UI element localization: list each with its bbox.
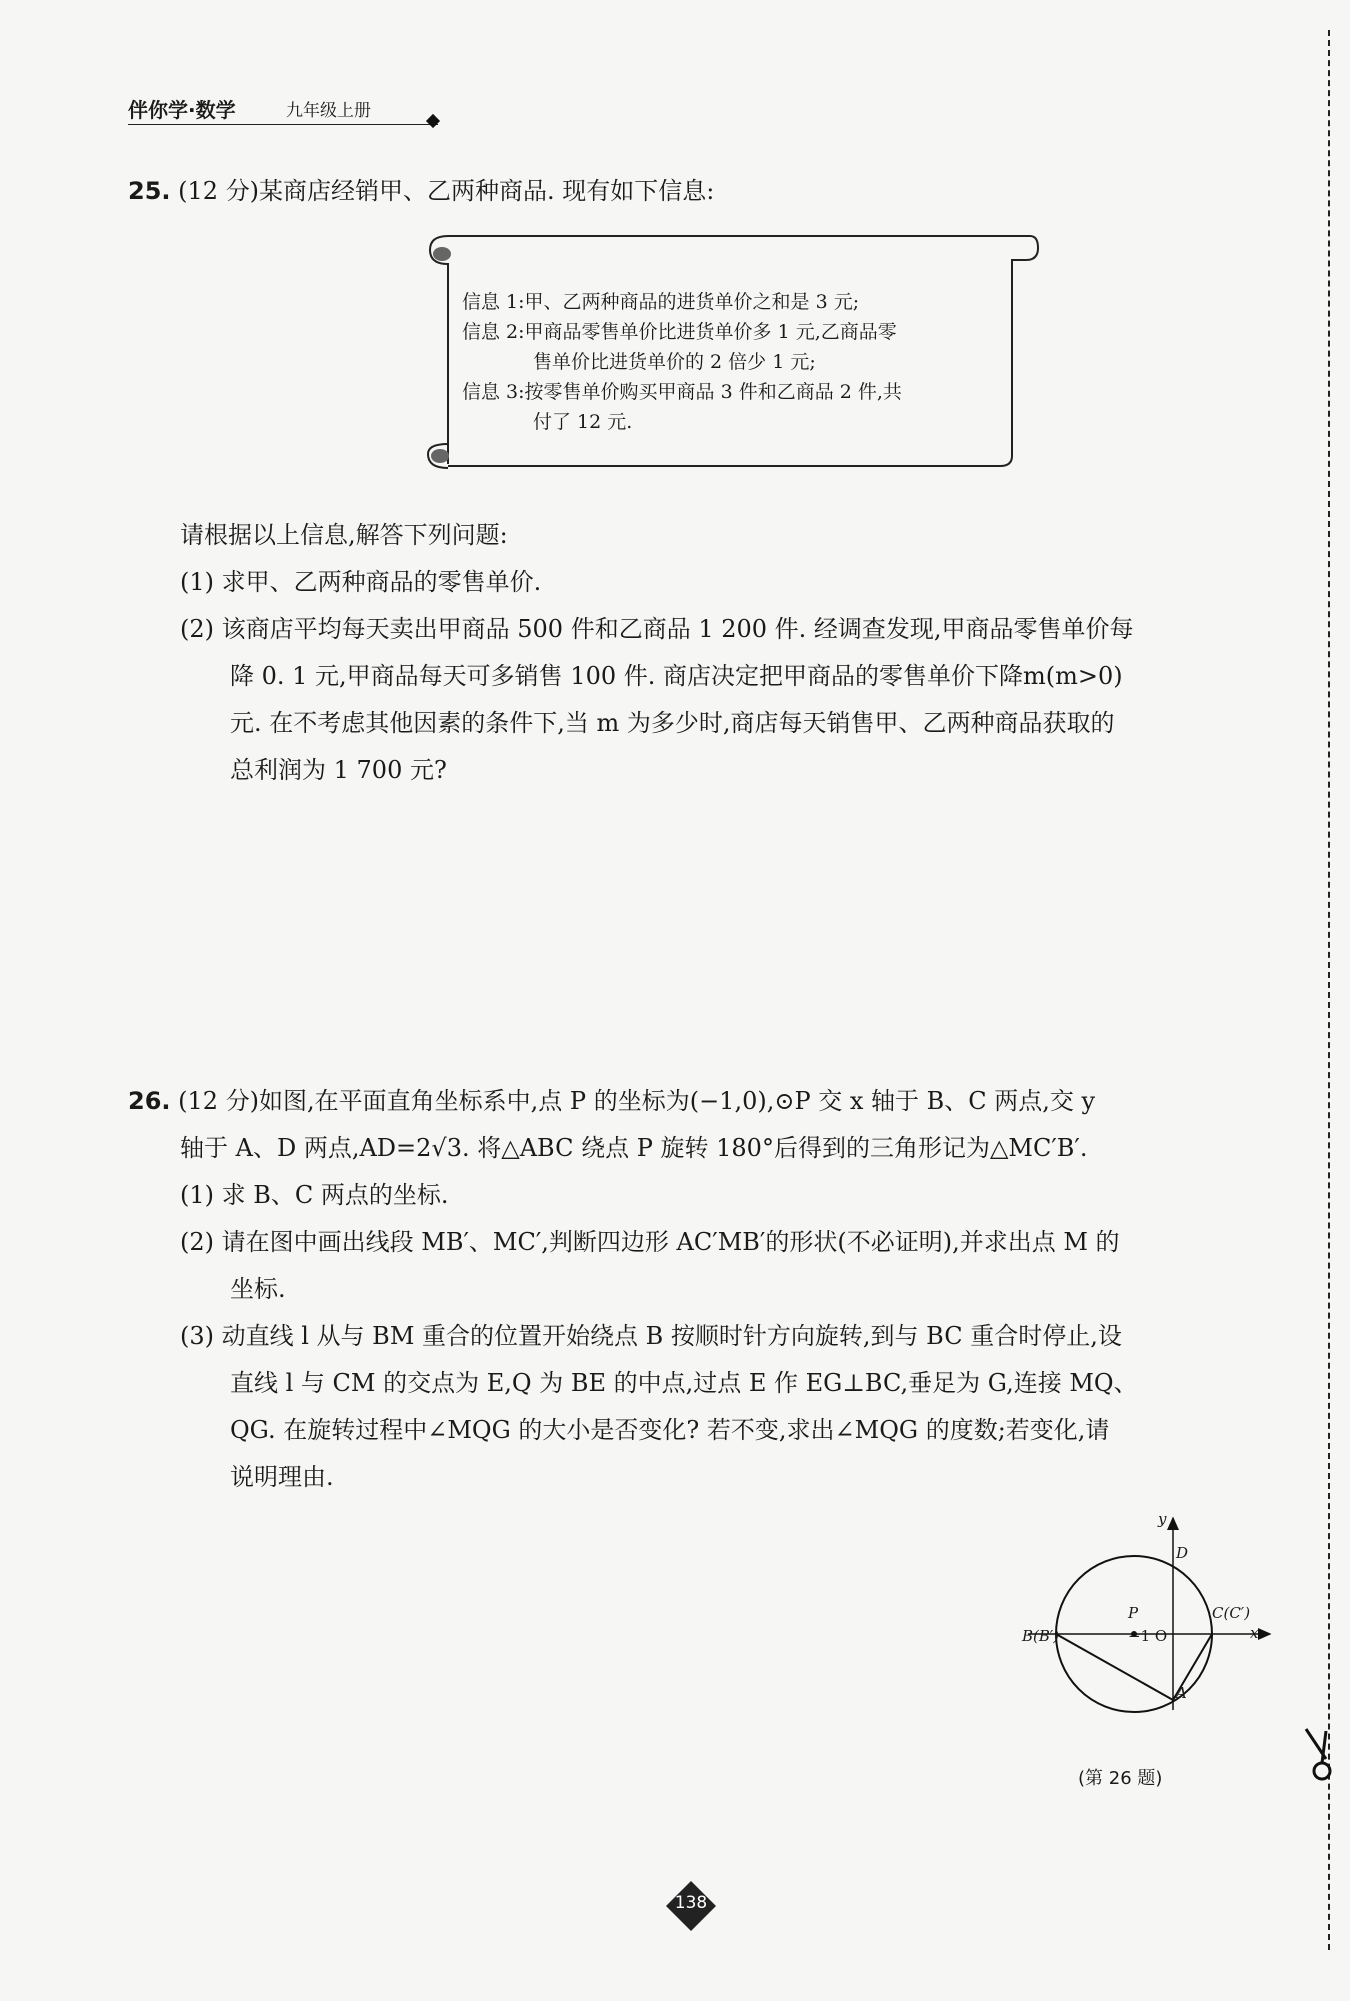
running-header xyxy=(128,96,438,125)
info-3-cont: 付了 12 元. xyxy=(533,411,633,433)
q26-part3-line3: QG. 在旋转过程中∠MQG 的大小是否变化? 若不变,求出∠MQG 的度数;若变化,请 xyxy=(230,1416,1110,1444)
q26-part1: (1) 求 B、C 两点的坐标. xyxy=(180,1181,449,1209)
cut-line xyxy=(1328,30,1330,1950)
q25-intro: 请根据以上信息,解答下列问题: xyxy=(180,521,508,549)
q26-number: 26. xyxy=(128,1087,171,1115)
scissors-icon xyxy=(1300,1725,1340,1785)
q26-part3-line4: 说明理由. xyxy=(230,1463,334,1491)
label-d: D xyxy=(1176,1544,1189,1562)
label-p: P xyxy=(1128,1604,1139,1622)
q25-part2-line4: 总利润为 1 700 元? xyxy=(230,756,447,784)
label-c: C(C′) xyxy=(1212,1604,1251,1622)
q25-number: 25. xyxy=(128,177,171,205)
q25-stem: (12 分)某商店经销甲、乙两种商品. 现有如下信息: xyxy=(178,177,715,205)
info-2: 信息 2:甲商品零售单价比进货单价多 1 元,乙商品零 xyxy=(462,321,897,343)
label-x: x xyxy=(1250,1624,1259,1642)
label-b: B(B′) xyxy=(1022,1627,1060,1645)
q25-part1: (1) 求甲、乙两种商品的零售单价. xyxy=(180,568,542,596)
label-a: A xyxy=(1176,1684,1187,1702)
q26-part3-line1: (3) 动直线 l 从与 BM 重合的位置开始绕点 B 按顺时针方向旋转,到与 BC 重合时停止,设 xyxy=(180,1322,1122,1350)
page-number: 138 xyxy=(674,1893,708,1913)
book-brand: 伴你学·数学 xyxy=(128,98,236,122)
q26-part2-line2: 坐标. xyxy=(230,1275,286,1303)
q25-part2-line3: 元. 在不考虑其他因素的条件下,当 m 为多少时,商店每天销售甲、乙两种商品获取的 xyxy=(230,709,1115,737)
q26-part2-line1: (2) 请在图中画出线段 MB′、MC′,判断四边形 AC′MB′的形状(不必证明),并求出点 M 的 xyxy=(180,1228,1120,1256)
q26-stem-1: (12 分)如图,在平面直角坐标系中,点 P 的坐标为(−1,0),⊙P 交 x 轴于 B、C 两点,交 y xyxy=(178,1087,1096,1115)
figure-caption: (第 26 题) xyxy=(1078,1768,1163,1789)
info-3: 信息 3:按零售单价购买甲商品 3 件和乙商品 2 件,共 xyxy=(462,381,902,403)
page-number-badge xyxy=(665,1880,717,1932)
q26-stem-line2: 轴于 A、D 两点,AD=2√3. 将△ABC 绕点 P 旋转 180°后得到的三角形记为△MC′B′. xyxy=(180,1134,1088,1162)
q25-part2-line1: (2) 该商店平均每天卖出甲商品 500 件和乙商品 1 200 件. 经调查发现,甲商品零售单价每 xyxy=(180,615,1134,643)
label-origin: −1 O xyxy=(1128,1627,1168,1645)
q25-part2-line2: 降 0. 1 元,甲商品每天可多销售 100 件. 商店决定把甲商品的零售单价下降m(m>0) xyxy=(230,662,1123,690)
label-y: y xyxy=(1158,1510,1167,1528)
q26-part3-line2: 直线 l 与 CM 的交点为 E,Q 为 BE 的中点,过点 E 作 EG⊥BC,垂足为 G,连接 MQ、 xyxy=(230,1369,1138,1397)
book-grade: 九年级上册 xyxy=(286,101,371,121)
q25-stem-line xyxy=(128,168,714,214)
info-2-cont: 售单价比进货单价的 2 倍少 1 元; xyxy=(533,351,816,373)
q26-stem-line1 xyxy=(128,1078,1095,1124)
info-1: 信息 1:甲、乙两种商品的进货单价之和是 3 元; xyxy=(462,291,860,313)
